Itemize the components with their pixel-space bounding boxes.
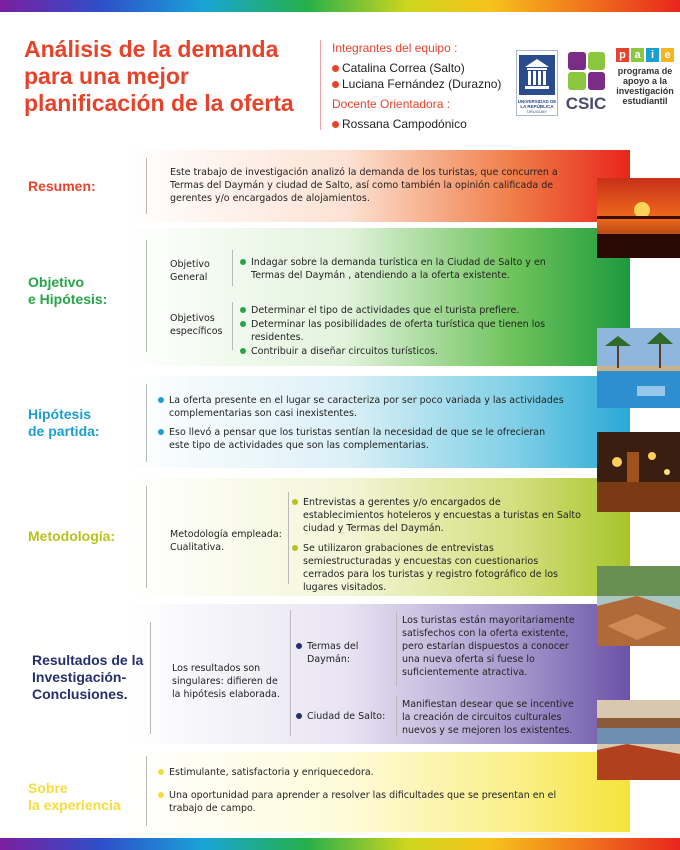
poster-title: Análisis de la demanda para una mejor planificación de la oferta: [24, 36, 294, 116]
csic-squares-icon: [563, 50, 609, 94]
bullet-icon: [158, 429, 164, 435]
team-member: Luciana Fernández (Durazno): [332, 76, 512, 92]
section-label: Metodología:: [28, 528, 116, 544]
bullet-icon: [240, 348, 246, 354]
section-experiencia: [0, 752, 630, 832]
bullet-icon: [296, 643, 302, 649]
bottom-rainbow-bar: [0, 838, 680, 850]
section-resumen: [0, 150, 630, 222]
specific-objectives-list: [240, 304, 590, 358]
sub-divider: [396, 612, 397, 686]
udelar-country: URUGUAY: [527, 109, 547, 114]
general-objective: Indagar sobre la demanda turística en la Ciudad de Salto y en Termas del Daymán , atendiendo a la oferta existente.: [240, 256, 570, 282]
salto-label: Ciudad de Salto:: [296, 710, 396, 723]
paie-letter: i: [646, 48, 659, 62]
team-member: Catalina Correa (Salto): [332, 60, 512, 76]
bullet-icon: [240, 307, 246, 313]
section-objetivo: [0, 228, 630, 366]
experiencia-list: [158, 766, 558, 815]
paie-letter: e: [661, 48, 674, 62]
bullet-icon: [332, 65, 339, 72]
river-rocks-photo: [597, 566, 680, 646]
section-divider: [150, 622, 151, 734]
bullet-icon: [158, 769, 164, 775]
bullet-icon: [332, 121, 339, 128]
section-divider: [146, 158, 147, 214]
team-label: Integrantes del equipo :: [332, 41, 458, 55]
list-item: Se utilizaron grabaciones de entrevistas semiestructuradas y encuestas con cuestionarios cerrados para los turistas y registro fotográfico de los lugares visitados.: [292, 542, 582, 594]
metodologia-list: [292, 496, 582, 594]
bullet-icon: [158, 397, 164, 403]
section-hipotesis: [0, 376, 630, 468]
section-divider: [146, 756, 147, 826]
bullet-icon: [292, 499, 298, 505]
csic-logo: [563, 50, 609, 116]
section-resultados: [0, 604, 630, 744]
section-label: Resumen:: [28, 178, 96, 194]
list-item: Contribuir a diseñar circuitos turísticos.: [240, 345, 590, 358]
csic-text: CSIC: [565, 94, 607, 113]
list-item: Determinar las posibilidades de oferta turística que tienen los residentes.: [240, 318, 590, 344]
section-label: Sobre la experiencia: [28, 780, 121, 813]
advisor-name: Rossana Campodónico: [332, 116, 512, 132]
specific-objectives-label: Objetivos específicos: [170, 313, 223, 337]
bullet-icon: [240, 321, 246, 327]
team-info: [332, 40, 512, 132]
university-building-icon: [517, 53, 557, 97]
sub-divider: [232, 302, 233, 350]
list-item: Estimulante, satisfactoria y enriquecedora.: [158, 766, 558, 779]
bullet-icon: [240, 259, 246, 265]
resumen-text: Este trabajo de investigación analizó la demanda de los turistas, que concurren a Termas del Daymán y ciudad de Salto, así como también la opinión calificada de gerentes y/o encargados de alojamientos.: [170, 167, 558, 204]
udelar-logo: [516, 50, 558, 116]
pool-palms-photo: [597, 328, 680, 408]
paie-letter: a: [631, 48, 644, 62]
list-item: Eso llevó a pensar que los turistas sentían la necesidad de que se le ofrecieran este tipo de actividades que son las complementarias.: [158, 426, 568, 452]
section-divider: [146, 240, 147, 352]
paie-text: programa de apoyo a la investigación estudiantil: [616, 66, 674, 106]
advisor-label: Docente Orientadora :: [332, 97, 451, 111]
bullet-icon: [292, 545, 298, 551]
section-metodologia: [0, 478, 630, 596]
list-item: Entrevistas a gerentes y/o encargados de establecimientos hoteleros y encuestas a turistas en Salto ciudad y Termas del Daymán.: [292, 496, 582, 535]
section-divider: [146, 486, 147, 588]
sunset-river-photo: [597, 178, 680, 258]
header-divider: [320, 40, 321, 130]
section-divider: [146, 384, 147, 462]
bullet-icon: [332, 81, 339, 88]
section-label: Objetivo e Hipótesis:: [28, 274, 108, 307]
general-objective-label: Objetivo General: [170, 259, 210, 283]
dam-photo: [597, 700, 680, 780]
sub-divider: [288, 492, 289, 584]
list-item: La oferta presente en el lugar se caracteriza por ser poco variada y las actividades complementarias son casi inexistentes.: [158, 394, 568, 420]
section-label: Resultados de la Investigación- Conclusiones.: [32, 652, 144, 702]
method-text: Metodología empleada: Cualitativa.: [170, 529, 282, 553]
paie-letter: p: [616, 48, 629, 62]
bullet-icon: [296, 713, 302, 719]
udelar-name: UNIVERSIDAD DE LA REPÚBLICA: [517, 99, 557, 109]
paie-letters: [614, 48, 676, 62]
night-street-photo: [597, 432, 680, 512]
termas-text: Los turistas están mayoritariamente satisfechos con la oferta existente, pero estarían dispuestos a conocer una nueva oferta si fuese lo suficientemente atractiva.: [402, 615, 575, 678]
list-item: Una oportunidad para aprender a resolver las dificultades que se presentan en el trabajo de campo.: [158, 789, 558, 815]
termas-label: Termas del Daymán:: [296, 640, 396, 666]
sub-divider: [396, 696, 397, 736]
list-item: Determinar el tipo de actividades que el turista prefiere.: [240, 304, 590, 317]
top-rainbow-bar: [0, 0, 680, 12]
sub-divider: [232, 250, 233, 286]
section-label: Hipótesis de partida:: [28, 406, 100, 439]
salto-text: Manifiestan desear que se incentive la creación de circuitos culturales nuevos y se mejoren los existentes.: [402, 699, 574, 736]
bullet-icon: [158, 792, 164, 798]
sub-divider: [290, 610, 291, 736]
hipotesis-list: [158, 394, 568, 452]
paie-logo: [614, 48, 676, 128]
resultados-summary: Los resultados son singulares: difieren de la hipótesis elaborada.: [172, 663, 280, 700]
